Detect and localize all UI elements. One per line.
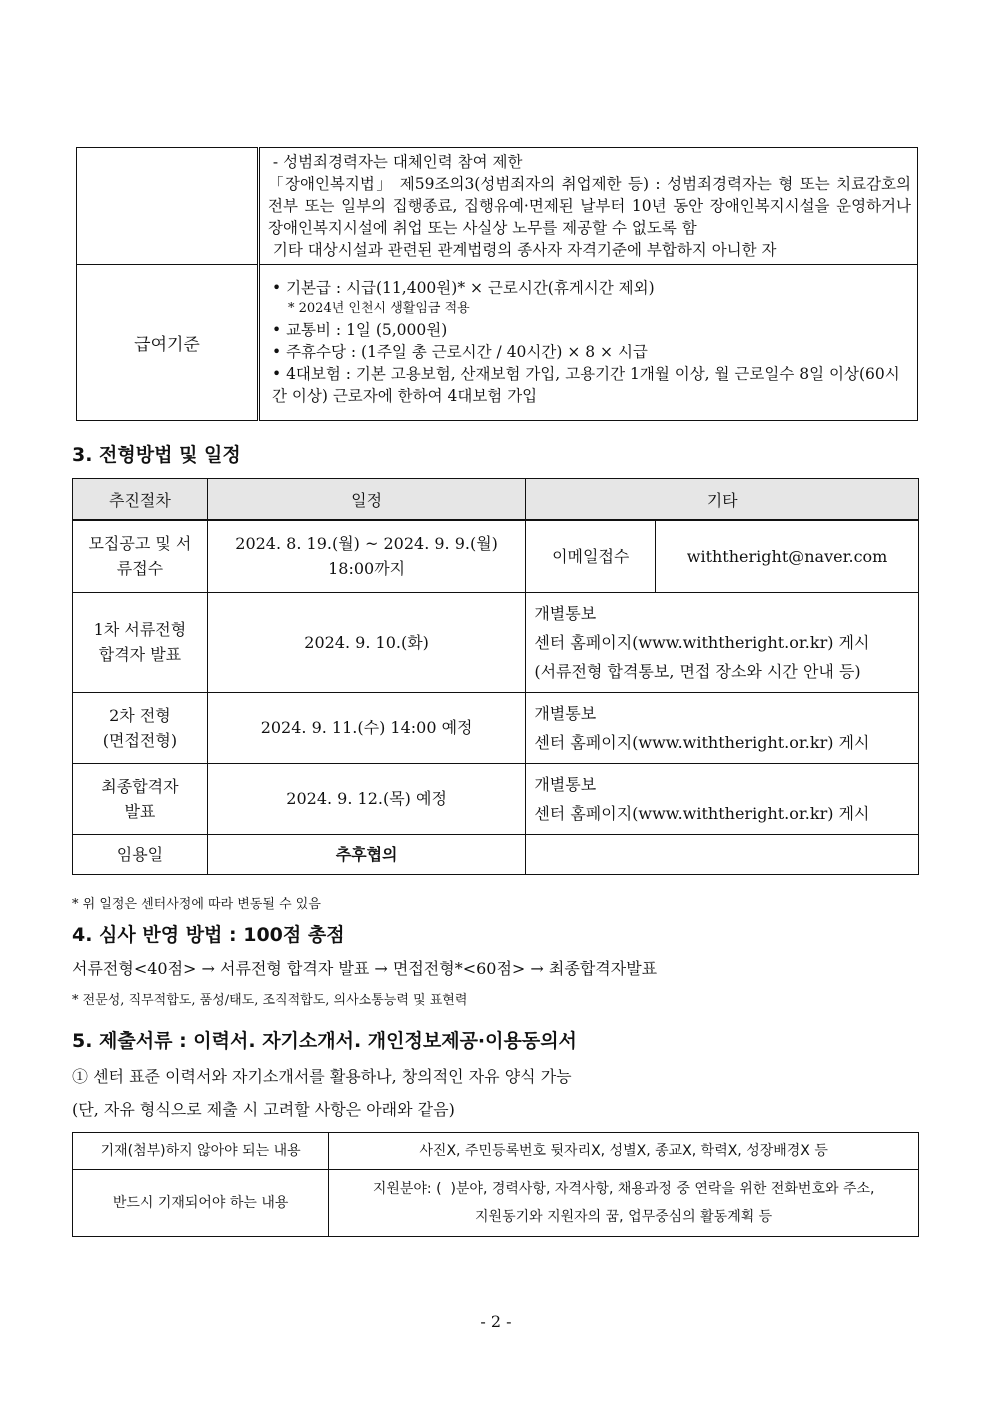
step-cell: 1차 서류전형 합격자 발표 <box>73 592 208 692</box>
exclude-content: 사진X, 주민등록번호 뒷자리X, 성별X, 종교X, 학력X, 성장배경X 등 <box>329 1133 919 1170</box>
date-cell: 추후협의 <box>207 834 525 874</box>
step-cell: 2차 전형 (면접전형) <box>73 692 208 763</box>
pay-transport: • 교통비 : 1일 (5,000원) <box>272 320 448 339</box>
documents-table <box>72 1132 919 1237</box>
section5-title: 5. 제출서류 : 이력서. 자기소개서. 개인정보제공·이용동의서 <box>72 1030 577 1052</box>
step-cell: 모집공고 및 서류접수 <box>73 520 208 592</box>
etc-cell-empty <box>526 834 919 874</box>
date-cell: 2024. 9. 11.(수) 14:00 예정 <box>207 692 525 763</box>
table-row <box>73 520 919 592</box>
schedule-table <box>72 478 919 875</box>
page-number: - 2 - <box>480 1312 512 1331</box>
etc-line: 개별통보 <box>534 603 597 623</box>
table-row <box>73 692 919 763</box>
restriction-other: 기타 대상시설과 관련된 관계법령의 종사자 자격기준에 부합하지 아니한 자 <box>268 241 777 259</box>
etc-line: 센터 홈페이지(www.withtheright.or.kr) 게시 <box>534 803 870 823</box>
exclude-label: 기재(첨부)하지 않아야 되는 내용 <box>73 1133 329 1170</box>
pay-cell <box>259 265 918 421</box>
evaluation-flow: 서류전형<40점> → 서류전형 합격자 발표 → 면접전형*<60점> → 최종합격자발표 <box>72 959 658 978</box>
table-row <box>73 1133 919 1170</box>
restriction-line: - 성범죄경력자는 대체인력 참여 제한 <box>268 153 523 171</box>
pay-insurance: • 4대보험 : 기본 고용보험, 산재보험 가입, 고용기간 1개월 이상, 월 근로일수 8일 이상(60시간 이상) 근로자에 한하여 4대보험 가입 <box>272 364 900 405</box>
etc-line: (서류전형 합격통보, 면접 장소와 시간 안내 등) <box>534 661 861 681</box>
header-date: 일정 <box>207 479 525 521</box>
pay-label: 급여기준 <box>77 265 259 421</box>
table-row <box>73 592 919 692</box>
include-line: 지원동기와 지원자의 꿈, 업무중심의 활동계획 등 <box>475 1209 773 1225</box>
include-line: 지원분야: ( )분야, 경력사항, 자격사항, 채용과정 중 연락을 위한 전화번호와 주소, <box>372 1181 875 1197</box>
documents-line1: ① 센터 표준 이력서와 자기소개서를 활용하나, 창의적인 자유 양식 가능 <box>72 1067 572 1086</box>
date-cell: 2024. 8. 19.(월) ~ 2024. 9. 9.(월) 18:00까지 <box>207 520 525 592</box>
etc-cell <box>526 692 919 763</box>
restriction-law-text: 「장애인복지법」 제59조의3(성범죄자의 취업제한 등) : 성범죄경력자는 형 또는 치료감호의 전부 또는 일부의 집행종료, 집행유예·면제된 날부터 10년 동안 장애인복지시설을 운영하거나 장애인복지시설에 취업 또는 사실상 노무를 제공할 수 없도록 함 <box>268 175 911 237</box>
etc-line: 센터 홈페이지(www.withtheright.or.kr) 게시 <box>534 632 870 652</box>
include-label: 반드시 기재되어야 하는 내용 <box>73 1170 329 1237</box>
etc-line: 개별통보 <box>534 703 597 723</box>
section3-title: 3. 전형방법 및 일정 <box>72 444 241 466</box>
section4-title: 4. 심사 반영 방법 : 100점 총점 <box>72 924 345 946</box>
header-etc: 기타 <box>526 479 919 521</box>
step-cell: 최종합격자 발표 <box>73 763 208 834</box>
table-row <box>73 763 919 834</box>
include-content <box>329 1170 919 1237</box>
documents-line2: (단, 자유 형식으로 제출 시 고려할 사항은 아래와 같음) <box>72 1100 455 1119</box>
header-step: 추진절차 <box>73 479 208 521</box>
table-row <box>73 1170 919 1237</box>
step-cell: 임용일 <box>73 834 208 874</box>
etc-label-cell: 이메일접수 <box>526 520 656 592</box>
etc-cell <box>526 763 919 834</box>
date-cell: 2024. 9. 12.(목) 예정 <box>207 763 525 834</box>
empty-label-cell <box>77 148 259 265</box>
schedule-note: * 위 일정은 센터사정에 따라 변동될 수 있음 <box>72 897 321 912</box>
restriction-cell <box>259 148 918 265</box>
pay-base: • 기본급 : 시급(11,400원)* × 근로시간(휴게시간 제외) <box>272 278 655 297</box>
table-row <box>73 834 919 874</box>
date-cell: 2024. 9. 10.(화) <box>207 592 525 692</box>
eligibility-pay-table <box>76 147 918 421</box>
email-value: withtheright@naver.com <box>656 520 919 592</box>
etc-line: 개별통보 <box>534 774 597 794</box>
etc-cell <box>526 592 919 692</box>
etc-line: 센터 홈페이지(www.withtheright.or.kr) 게시 <box>534 732 870 752</box>
evaluation-note: * 전문성, 직무적합도, 품성/태도, 조직적합도, 의사소통능력 및 표현력 <box>72 993 468 1008</box>
pay-weekly: • 주휴수당 : (1주일 총 근로시간 / 40시간) × 8 × 시급 <box>272 342 648 361</box>
pay-base-note: * 2024년 인천시 생활임금 적용 <box>288 300 470 316</box>
